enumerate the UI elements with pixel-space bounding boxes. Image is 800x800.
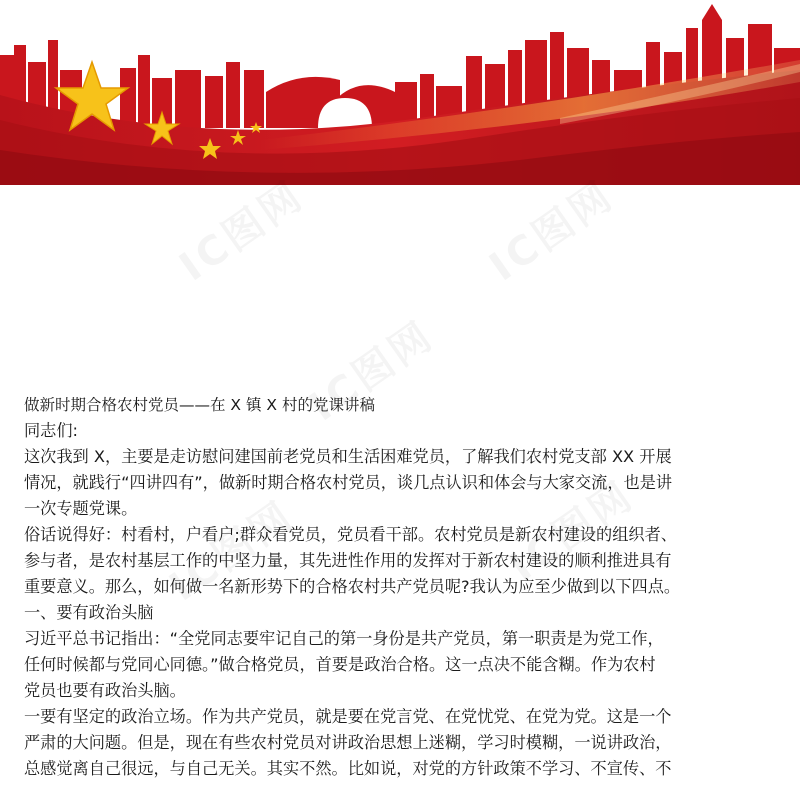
paragraph-line: 重要意义。那么，如何做一名新形势下的合格农村共产党员呢?我认为应至少做到以下四点。 — [24, 577, 681, 596]
document-title: 做新时期合格农村党员——在 X 镇 X 村的党课讲稿 — [24, 396, 375, 414]
paragraph-line: 严肃的大问题。但是，现在有些农村党员对讲政治思想上迷糊，学习时模糊，一说讲政治， — [24, 733, 672, 752]
header-banner — [0, 0, 800, 185]
paragraph-line: 一要有坚定的政治立场。作为共产党员，就是要在党言党、在党忧党、在党为党。这是一个 — [24, 707, 672, 726]
document-body — [24, 392, 784, 782]
paragraph-line: 任何时候都与党同心同德。”做合格党员，首要是政治合格。这一点决不能含糊。作为农村 — [24, 655, 656, 674]
salutation: 同志们: — [24, 421, 79, 440]
paragraph-line: 这次我到 X，主要是走访慰问建国前老党员和生活困难党员，了解我们农村党支部 XX 开展 — [24, 447, 672, 466]
paragraph-line: 俗话说得好：村看村，户看户;群众看党员，党员看干部。农村党员是新农村建设的组织者、 — [24, 525, 677, 544]
paragraph-line: 习近平总书记指出：“全党同志要牢记自己的第一身份是共产党员，第一职责是为党工作， — [24, 629, 664, 648]
paragraph-line: 一次专题党课。 — [24, 499, 138, 518]
paragraph-line: 参与者，是农村基层工作的中坚力量，其先进性作用的发挥对于新农村建设的顺利推进具有 — [24, 551, 672, 570]
section-heading: 一、要有政治头脑 — [24, 603, 154, 622]
paragraph-line: 情况，就践行“四讲四有”，做新时期合格农村党员，谈几点认识和体会与大家交流，也是讲 — [24, 473, 673, 492]
paragraph-line: 总感觉离自己很远，与自己无关。其实不然。比如说，对党的方针政策不学习、不宣传、不 — [24, 759, 672, 778]
paragraph-line: 党员也要有政治头脑。 — [24, 681, 186, 700]
